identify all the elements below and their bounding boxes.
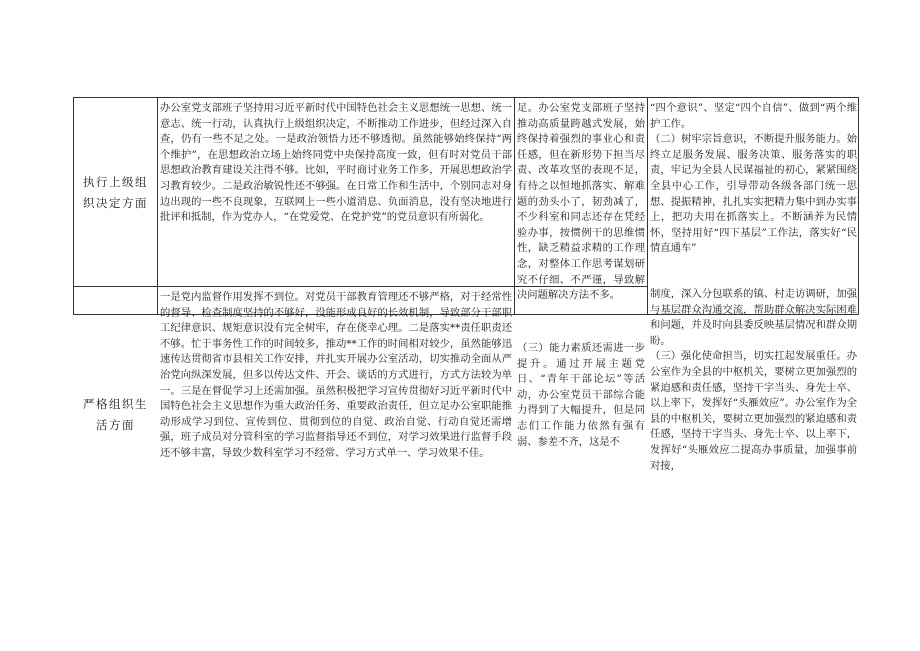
problem-text-row2: 一是党内监督作用发挥不到位。对党员干部教育管理还不够严格，对于经常性的督导、检查制度坚持的不够好，没能形成良好的长效机制，导致部分干部职工纪律意识、规矩意识没有完全树牢，存在侥幸心理。二是落实**责任职责还不够。忙于事务性工作的时间较多，推动**工作的时间相对较少，虽然能够迅速传达贯彻省市县相关工作安排，并扎实开展办公室活动，切实推动全面从严治党向纵深发展，但多以传达文件、开会、谈话的方式进行，方式方法较为单一。三是在督促学习上还需加强。虽然积极把学习宣传贯彻好习近平新时代中国特色社会主义思想作为重大政治任务、重要政治责任，但立足办公室职能推动形成学习到位、宣传到位、贯彻到位的自觉、政治自觉、行动自觉还需增强，班子成员对分管科室的学习监督指导还不到位，对学习效果进行监督手段还不够丰富，导致少数科室学习不经常、学习方式单一、学习效果不佳。: [160, 291, 512, 459]
measure-text-row2: 制度，深入分包联系的镇、村走访调研，加强与基层群众沟通交流，帮助群众解决实际困难和问题，并及时向县委反映基层情况和群众期盼。 （三）强化使命担当，切实扛起发展重任。办公室作为全县的中枢机关，要树立更加强烈的紧迫感和责任感，坚持干字当头、身先士卒、以上率下，发挥好“头雁效应”。办公室作为全县的中枢机关，要树立更加强烈的紧迫感和责任感，坚持干字当头、身先士卒、以上率下，发挥好“头雁效应二提高办事质量，加强事前对接，: [650, 288, 857, 472]
cause-text-row1: 足。办公室党支部班子坚持推动高质量跨越式发展，始终保持着强烈的事业心和责任感，但在新形势下担当尽责、改革攻坚的表现不足，有待之以恒地抓落实、解难题的劲头小了，韧劲减了，不少科室和同志还存在凭经验办事，按惯例干的思维惯性，缺乏精益求精的工作理念，对整体工作思考谋划研究不仔细、不严谨，导致解决问题解决方法不多。: [517, 102, 645, 302]
row-label-execute-decisions: 执行上级组织决定方面: [83, 175, 148, 210]
self-review-table: [73, 97, 859, 472]
column-divider: [157, 98, 158, 314]
column-divider: [514, 98, 515, 314]
measure-text-row1: “四个意识”、坚定“四个自信”、做到“两个维护工作。 （二）树牢宗旨意识，不断提升服务能力。始终立足服务发展、服务决策、服务落实的职责，牢记为全县人民谋福祉的初心，紧紧围绕全县中心工作，引导带动各级各部门统一思想、提振精神，扎扎实实把精力集中到办实事上，把功夫用在抓落实上。不断涵养为民情怀，坚持用好“四下基层”工作法，落实好“民情直通车”: [650, 102, 857, 255]
cause-text-row2: （三）能力素质还需进一步提升。通过开展主题党日、“青年干部论坛”等活动，办公室党员干部综合能力得到了大幅提升，但是同志们工作能力依然有强有弱、参差不齐，这是不: [517, 342, 645, 448]
row-label-organization-life: 严格组织生活方面: [83, 397, 148, 432]
column-divider: [647, 98, 648, 314]
problem-text-row1: 办公室党支部班子坚持用习近平新时代中国特色社会主义思想统一思想、统一意志、统一行动，认真执行上级组织决定，不断推动工作进步，但经过深入自查，仍有一些不足之处。一是政治领悟力还不够透彻。虽然能够始终保持“两个维护”，在思想政治立场上始终同党中央保持高度一致，但有时对党员干部思想政治教育建设关注得不够。比如，平时商讨业务工作多，开展思想政治学习教育较少。二是政治敏锐性还不够强。在日常工作和生活中，个别同志对身边出现的一些不良现象，互联网上一些小道消息、负面消息，没有坚决地进行批评和抵制，作为党办人，“在党爱党、在党护党”的党员意识有所弱化。: [160, 102, 512, 224]
